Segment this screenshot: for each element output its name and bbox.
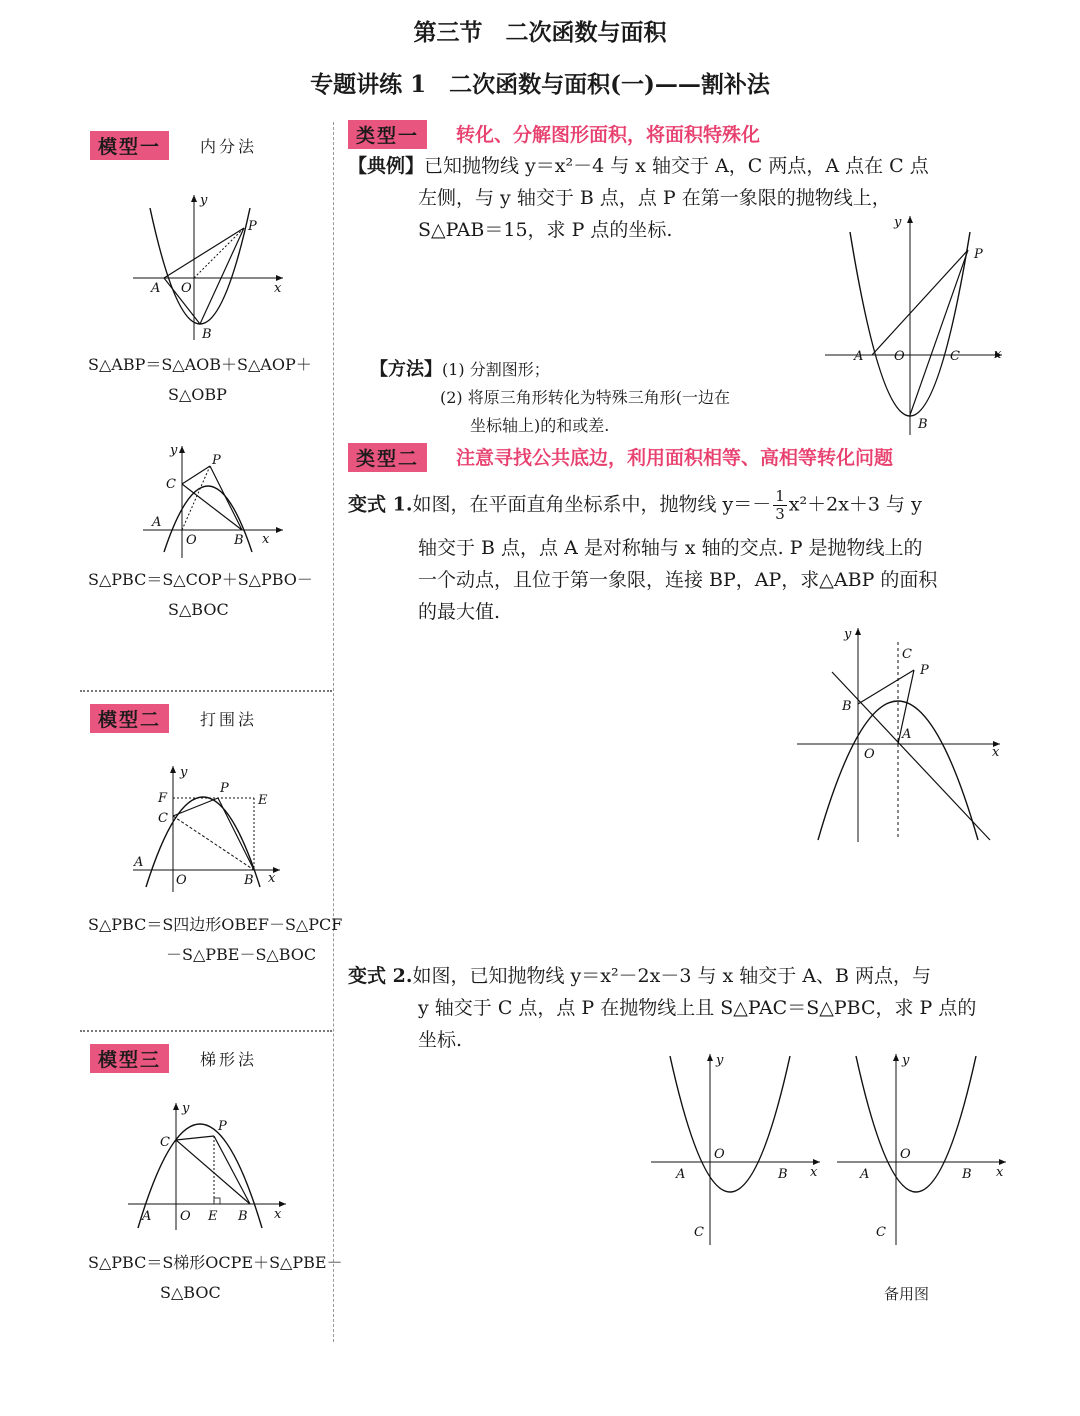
column-divider xyxy=(333,122,334,1342)
example-label: 【典例】 xyxy=(348,155,425,177)
variant2-line2: y 轴交于 C 点，点 P 在抛物线上且 S△PAC＝S△PBC，求 P 点的 xyxy=(418,997,977,1019)
type1-tag: 类型一 xyxy=(348,120,427,149)
method-step2a: (2) 将原三角形转化为特殊三角形(一边在 xyxy=(440,388,730,407)
variant1-text1b: x²＋2x＋3 与 y xyxy=(788,493,922,516)
v2s-label-x: x xyxy=(996,1165,1004,1180)
fig1-label-a: A xyxy=(151,281,161,296)
method-step1: (1) 分割图形； xyxy=(442,360,550,379)
variant1-text1a: 如图，在平面直角坐标系中，抛物线 y＝－ xyxy=(412,493,772,516)
variant2-label: 变式 2. xyxy=(348,965,413,987)
ex-label-c: C xyxy=(950,349,960,364)
variant2-figure xyxy=(648,1050,826,1250)
type1-title: 转化、分解图形面积，将面积特殊化 xyxy=(456,124,761,146)
v2-label-o: O xyxy=(714,1147,725,1162)
v2-label-b: B xyxy=(778,1167,788,1182)
fig1-label-b: B xyxy=(202,327,212,342)
fig3-label-x: x xyxy=(268,871,276,886)
ex-label-a: A xyxy=(854,349,864,364)
fig2-label-b: B xyxy=(234,533,244,548)
v1-label-b: B xyxy=(842,699,852,714)
variant2-spare-figure xyxy=(834,1050,1012,1250)
ex-label-o: O xyxy=(894,349,905,364)
separator xyxy=(80,1030,332,1032)
model1b-formula-2: S△BOC xyxy=(168,600,229,619)
example-line1: 已知抛物线 y＝x²－4 与 x 轴交于 A，C 两点，A 点在 C 点 xyxy=(424,155,929,177)
fig1-label-y: y xyxy=(200,193,208,208)
v2-label-a: A xyxy=(676,1167,686,1182)
v2-label-c: C xyxy=(694,1225,704,1240)
example-figure xyxy=(820,210,1010,440)
fig2-label-c: C xyxy=(166,477,176,492)
page-subtitle: 专题讲练 1 二次函数与面积(一)——割补法 xyxy=(310,71,770,98)
ex-label-p: P xyxy=(974,247,983,262)
fig4-label-y: y xyxy=(182,1101,190,1116)
variant1-figure xyxy=(792,622,1007,844)
fig3-label-p: P xyxy=(220,781,229,796)
variant1-frac-num: 1 xyxy=(775,487,785,505)
model1-formula-2: S△OBP xyxy=(168,385,227,404)
fig4-label-a: A xyxy=(142,1209,152,1224)
model1-figure xyxy=(128,190,288,345)
ex-label-y: y xyxy=(894,215,902,230)
model2-figure xyxy=(128,762,288,897)
fig1-label-p: P xyxy=(248,219,257,234)
v1-label-y: y xyxy=(844,627,852,642)
separator xyxy=(80,690,332,692)
method-block xyxy=(370,356,820,440)
ex-label-b: B xyxy=(918,417,928,432)
v1-label-c: C xyxy=(902,647,912,662)
model3-figure xyxy=(126,1100,291,1232)
model2-formula-2: －S△PBE－S△BOC xyxy=(166,945,317,964)
ex-label-x: x xyxy=(994,347,1002,362)
model3-tag: 模型三 xyxy=(90,1044,169,1073)
spare-figure-caption: 备用图 xyxy=(884,1285,930,1303)
v1-label-x: x xyxy=(992,745,1000,760)
fig4-label-b: B xyxy=(238,1209,248,1224)
model3-formula-1: S△PBC＝S梯形OCPE＋S△PBE－ xyxy=(88,1253,343,1272)
fig4-label-p: P xyxy=(218,1119,227,1134)
fig3-label-e: E xyxy=(258,793,268,808)
v1-label-p: P xyxy=(920,663,929,678)
fig4-label-x: x xyxy=(274,1207,282,1222)
fig3-label-c: C xyxy=(158,811,168,826)
model2-formula-1: S△PBC＝S四边形OBEF－S△PCF xyxy=(88,915,343,934)
v2-label-y: y xyxy=(716,1053,724,1068)
v2s-label-b: B xyxy=(962,1167,972,1182)
model1-formula-1: S△ABP＝S△AOB＋S△AOP＋ xyxy=(88,355,312,374)
variant1-fraction xyxy=(773,488,787,523)
fig2-label-x: x xyxy=(262,532,270,547)
fig4-label-o: O xyxy=(180,1209,191,1224)
model1b-formula-1: S△PBC＝S△COP＋S△PBO－ xyxy=(88,570,313,589)
fig2-label-y: y xyxy=(170,443,178,458)
model3-name: 梯形法 xyxy=(200,1050,258,1069)
v2s-label-o: O xyxy=(900,1147,911,1162)
fig3-label-y: y xyxy=(180,765,188,780)
variant2-line1: 如图，已知抛物线 y＝x²－2x－3 与 x 轴交于 A、B 两点，与 xyxy=(412,965,932,987)
variant1-line3: 一个动点，且位于第一象限，连接 BP，AP，求△ABP 的面积 xyxy=(418,569,938,591)
example-line2: 左侧，与 y 轴交于 B 点，点 P 在第一象限的抛物线上， xyxy=(418,187,891,209)
fig2-label-o: O xyxy=(186,533,197,548)
method-label: 【方法】 xyxy=(370,359,442,380)
model1b-figure xyxy=(138,440,288,560)
variant1-line2: 轴交于 B 点，点 A 是对称轴与 x 轴的交点. P 是抛物线上的 xyxy=(418,537,923,559)
v2s-label-a: A xyxy=(860,1167,870,1182)
method-step2b: 坐标轴上)的和或差. xyxy=(470,416,610,435)
fig3-label-b: B xyxy=(244,873,254,888)
type2-title: 注意寻找公共底边，利用面积相等、高相等转化问题 xyxy=(456,447,894,469)
variant2-line3: 坐标. xyxy=(418,1029,463,1051)
variant1-line1 xyxy=(348,488,1018,523)
page-title: 第三节 二次函数与面积 xyxy=(413,19,667,46)
v2s-label-c: C xyxy=(876,1225,886,1240)
model3-formula-2: S△BOC xyxy=(160,1283,221,1302)
example-line3: S△PAB＝15，求 P 点的坐标. xyxy=(418,219,673,241)
fig2-label-p: P xyxy=(212,453,221,468)
v1-label-o: O xyxy=(864,747,875,762)
type2-tag: 类型二 xyxy=(348,443,427,472)
v2-label-x: x xyxy=(810,1165,818,1180)
variant2-block xyxy=(348,960,1018,1056)
variant1-label: 变式 1. xyxy=(348,493,413,516)
variant1-body xyxy=(418,532,1018,628)
model2-name: 打围法 xyxy=(200,710,258,729)
model2-tag: 模型二 xyxy=(90,704,169,733)
model1-name: 内分法 xyxy=(200,137,258,156)
fig4-label-c: C xyxy=(160,1135,170,1150)
fig1-label-x: x xyxy=(274,281,282,296)
variant1-frac-den: 3 xyxy=(775,505,785,523)
v2s-label-y: y xyxy=(902,1053,910,1068)
fig2-label-a: A xyxy=(152,515,162,530)
model1-tag: 模型一 xyxy=(90,131,169,160)
fig3-label-o: O xyxy=(176,873,187,888)
fig3-label-a: A xyxy=(134,855,144,870)
v1-label-a: A xyxy=(902,727,912,742)
variant1-line4: 的最大值. xyxy=(418,601,501,623)
fig4-label-e: E xyxy=(208,1209,218,1224)
fig1-label-o: O xyxy=(181,281,192,296)
fig3-label-f: F xyxy=(158,791,168,806)
